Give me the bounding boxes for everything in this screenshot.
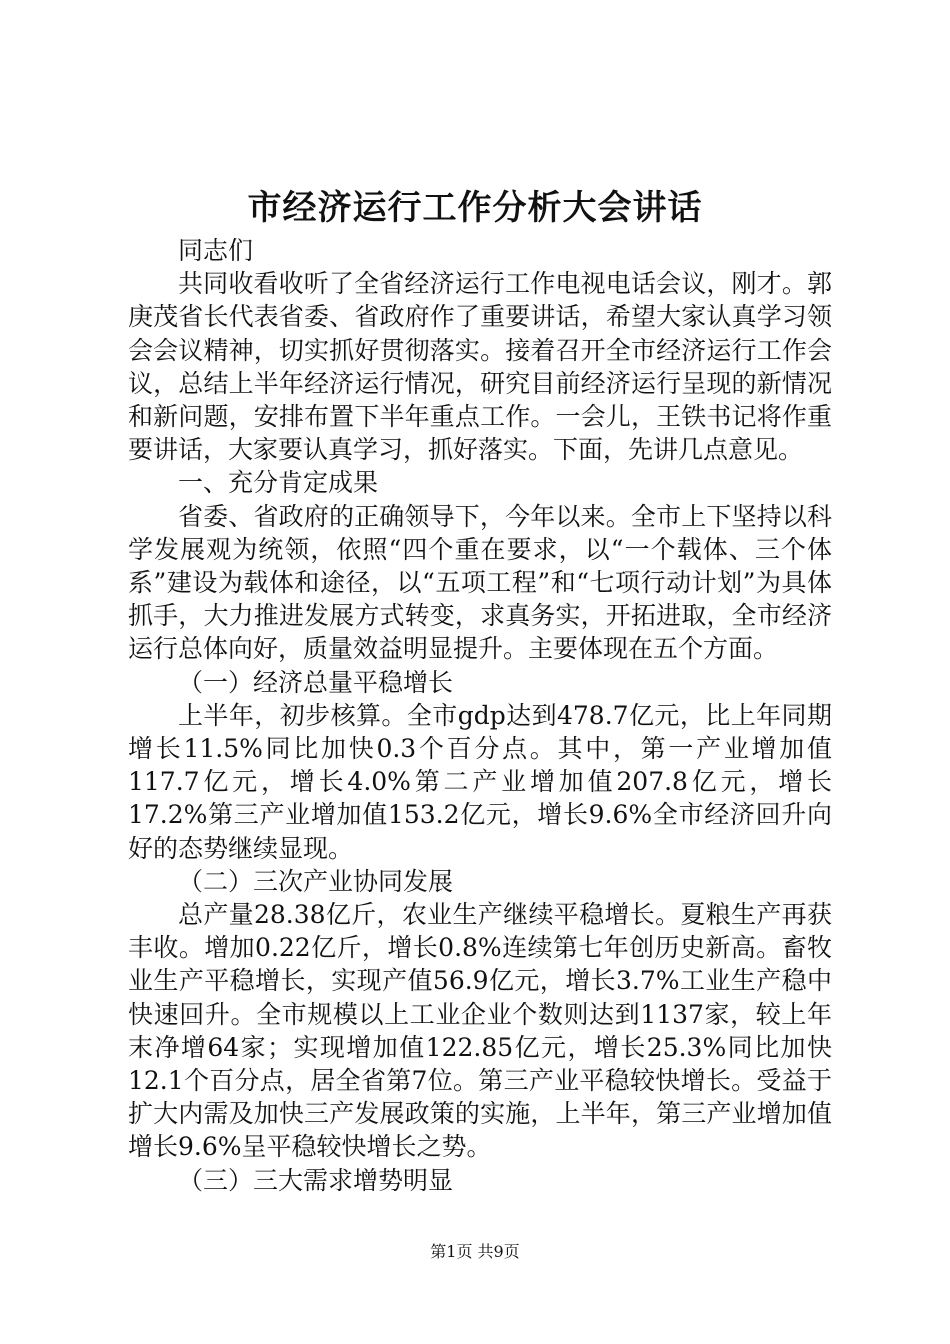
document-body bbox=[128, 234, 832, 1197]
body-paragraph: 上半年，初步核算。全市gdp达到478.7亿元，比上年同期增长11.5%同比加快0.3个百分点。其中，第一产业增加值117.7亿元，增长4.0%第二产业增加值207.8亿元，增长17.2%第三产业增加值153.2亿元，增长9.6%全市经济回升向好的态势继续显现。 bbox=[128, 700, 832, 863]
section-heading: 一、充分肯定成果 bbox=[178, 468, 379, 498]
subsection-heading: （二）三次产业协同发展 bbox=[178, 866, 454, 896]
subsection-heading: （一）经济总量平稳增长 bbox=[178, 667, 454, 697]
page-number-footer: 第1页 共9页 bbox=[430, 1242, 520, 1261]
body-paragraph: 共同收看收听了全省经济运行工作电视电话会议，刚才。郭庚茂省长代表省委、省政府作了重要讲话，希望大家认真学习领会会议精神，切实抓好贯彻落实。接着召开全市经济运行工作会议，总结上半年经济运行情况，研究目前经济运行呈现的新情况和新问题，安排布置下半年重点工作。一会儿，王铁书记将作重要讲话，大家要认真学习，抓好落实。下面，先讲几点意见。 bbox=[128, 269, 832, 465]
document-title: 市经济运行工作分析大会讲话 bbox=[247, 188, 703, 228]
salutation: 同志们 bbox=[178, 236, 254, 265]
body-paragraph: 总产量28.38亿斤，农业生产继续平稳增长。夏粮生产再获丰收。增加0.22亿斤，增长0.8%连续第七年创历史新高。畜牧业生产平稳增长，实现产值56.9亿元，增长3.7%工业生产稳中快速回升。全市规模以上工业企业个数则达到1137家，较上年末净增64家；实现增加值122.85亿元，增长25.3%同比加快12.1个百分点，居全省第7位。第三产业平稳较快增长。受益于扩大内需及加快三产发展政策的实施，上半年，第三产业增加值增长9.6%呈平稳较快增长之势。 bbox=[128, 900, 832, 1162]
body-paragraph: 省委、省政府的正确领导下，今年以来。全市上下坚持以科学发展观为统领，依照“四个重在要求，以“一个载体、三个体系”建设为载体和途径，以“五项工程”和“七项行动计划”为具体抓手，大力推进发展方式转变，求真务实，开拓进取，全市经济运行总体向好，质量效益明显提升。主要体现在五个方面。 bbox=[128, 501, 832, 664]
subsection-heading: （三）三大需求增势明显 bbox=[178, 1165, 454, 1195]
